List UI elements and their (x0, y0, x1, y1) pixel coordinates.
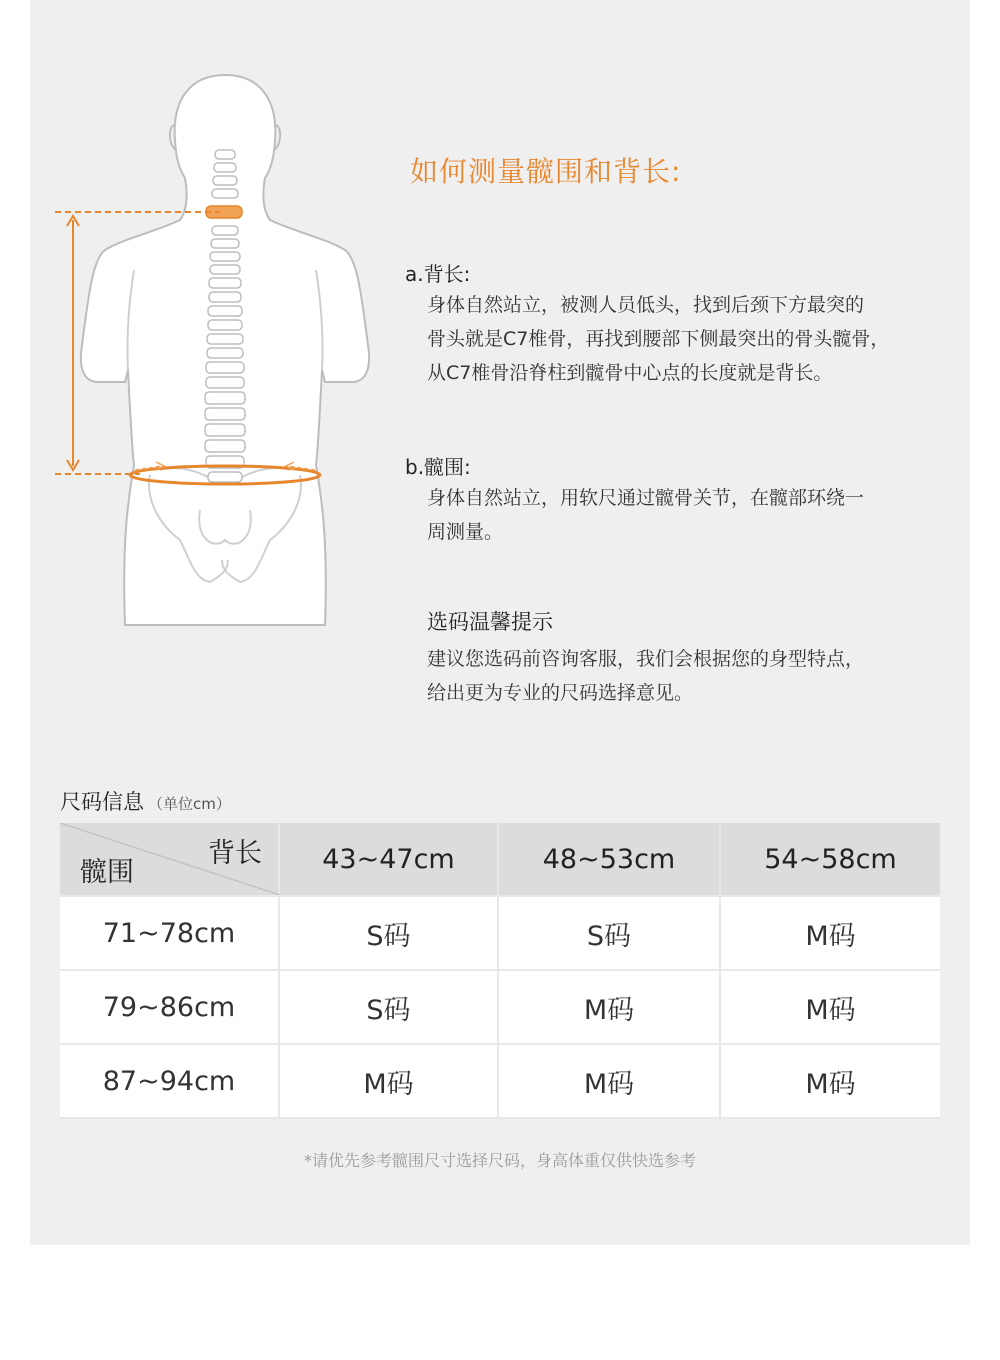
page-heading: 如何测量髋围和背长: (410, 155, 682, 188)
size-cell: S码 (280, 971, 499, 1045)
column-header: 48~53cm (499, 823, 721, 897)
section-b-title: b.髋围: (405, 455, 471, 479)
c7-vertebra-highlight (206, 206, 242, 218)
section-b-body (427, 481, 947, 549)
tip-line: 建议您选码前咨询客服，我们会根据您的身型特点， (427, 648, 865, 670)
back-measurement-illustration (50, 70, 380, 630)
size-cell: M码 (280, 1045, 499, 1119)
size-info-unit: （单位cm） (148, 795, 231, 813)
table-row (60, 971, 940, 1045)
size-cell: S码 (280, 897, 499, 971)
size-cell: M码 (721, 1045, 940, 1119)
corner-hip-label: 髋围 (80, 857, 134, 888)
size-table-corner (60, 823, 280, 897)
section-b-line: 身体自然站立，用软尺通过髋骨关节，在髋部环绕一 (427, 487, 865, 509)
tip-body (427, 642, 947, 710)
size-table (60, 823, 940, 1119)
size-cell: M码 (721, 971, 940, 1045)
column-header: 43~47cm (280, 823, 499, 897)
section-b-line: 周测量。 (427, 521, 504, 543)
table-row (60, 897, 940, 971)
size-info-label: 尺码信息 (60, 790, 144, 814)
row-header: 87~94cm (60, 1045, 280, 1119)
size-table-header-row (60, 823, 940, 897)
section-a-line: 从C7椎骨沿脊柱到髋骨中心点的长度就是背长。 (427, 362, 833, 384)
section-a-body (427, 288, 947, 390)
corner-back-length-label: 背长 (208, 838, 262, 869)
tip-line: 给出更为专业的尺码选择意见。 (427, 682, 694, 704)
size-cell: M码 (721, 897, 940, 971)
size-cell: M码 (499, 1045, 721, 1119)
row-header: 71~78cm (60, 897, 280, 971)
size-cell: S码 (499, 897, 721, 971)
tip-title: 选码温馨提示 (427, 610, 553, 634)
table-row (60, 1045, 940, 1119)
size-cell: M码 (499, 971, 721, 1045)
row-header: 79~86cm (60, 971, 280, 1045)
section-a-title: a.背长: (405, 262, 471, 286)
section-a-line: 身体自然站立，被测人员低头，找到后颈下方最突的 (427, 294, 865, 316)
size-info-title (60, 786, 231, 816)
column-header: 54~58cm (721, 823, 940, 897)
section-a-line: 骨头就是C7椎骨，再找到腰部下侧最突出的骨头髋骨， (427, 328, 890, 350)
footnote: *请优先参考髋围尺寸选择尺码，身高体重仅供快选参考 (303, 1151, 696, 1170)
